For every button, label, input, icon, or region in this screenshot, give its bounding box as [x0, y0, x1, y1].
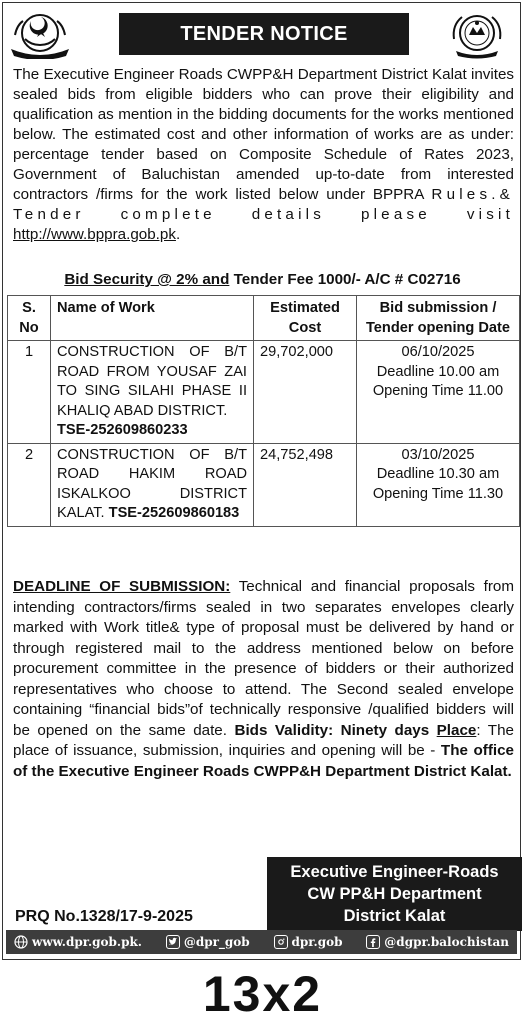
intro-paragraph — [13, 65, 514, 245]
bid-date: 06/10/2025 — [401, 344, 475, 360]
website-link[interactable] — [14, 935, 142, 949]
work-description: CONSTRUCTION OF B/T ROAD HAKIM ROAD ISKALKOO DISTRICT KALAT. — [57, 446, 247, 521]
notice-title: TENDER NOTICE — [119, 13, 409, 55]
bid-security: Bid Security @ 2% and — [64, 271, 230, 288]
department-seal-logo — [446, 9, 508, 59]
bid-security-line — [3, 271, 522, 288]
facebook-icon — [366, 935, 380, 949]
social-footer — [6, 930, 517, 954]
tender-fee: Tender Fee 1000/- A/C # C02716 — [233, 271, 461, 288]
bid-date: 03/10/2025 — [401, 446, 475, 463]
bid-deadline: Deadline 10.00 am — [376, 363, 500, 380]
row-sno: 1 — [8, 341, 51, 444]
signature-line-2: CW PP&H Department — [307, 885, 482, 903]
header-name-of-work: Name of Work — [51, 296, 254, 341]
ad-size-label: 13x2 — [202, 966, 323, 1022]
office-address: The office of the Executive Engineer Roads CWPP&H Department District Kalat. — [13, 742, 514, 780]
deadline-body: Technical and financial proposals from intending contractors/firms sealed in two separates envelopes clearly marked with Work title& type of proposal must be delivered by hand or through registered mail to the address mentioned below on before procurement committee in the presence of bidders or their authorized representatives who choose to attend. The Second sealed envelope containing “financial bids”of technically responsive /qualified bidders will be opened on the same date. — [13, 578, 514, 739]
header-sno: S. No — [8, 296, 51, 341]
globe-icon — [14, 935, 28, 949]
instagram-icon — [274, 935, 288, 949]
bppra-link[interactable]: http://www.bppra.gob.pk — [13, 226, 176, 243]
intro-link-suffix: . — [175, 226, 181, 243]
twitter-link[interactable] — [166, 935, 250, 949]
signature-line-1: Executive Engineer-Roads — [290, 863, 499, 881]
works-table — [7, 295, 520, 527]
row-bid-date — [357, 341, 520, 444]
tse-number: TSE-252609860233 — [57, 422, 188, 438]
government-emblem-logo — [9, 9, 71, 59]
row-work-name — [51, 443, 254, 526]
deadline-heading: DEADLINE OF SUBMISSION: — [13, 578, 231, 595]
header-estimated-cost: Estimated Cost — [254, 296, 357, 341]
signature-line-3: District Kalat — [343, 907, 446, 925]
bids-validity: Bids Validity: Ninety days — [234, 721, 430, 739]
table-header-row — [8, 296, 520, 341]
intro-text: The Executive Engineer Roads CWPP&H Department District Kalat invites sealed bids from eligible bidders who can prove their eligibility and qualification as mention in the bidding documents for the works mentioned below. The estimated cost and other information of works are as under: percentage tender based on Composite Schedule of Rates 2023, Government of Baluchistan amended up-to-date from interested contractors /firms for the work listed below under BPPRA — [13, 66, 514, 203]
notice-frame — [2, 2, 521, 960]
signature-block — [267, 857, 522, 931]
row-sno: 2 — [8, 443, 51, 526]
place-body: : The place of issuance, submission, inquiries and opening will be - — [13, 721, 514, 759]
place-label: Place — [436, 721, 477, 739]
row-estimated-cost: 29,702,000 — [254, 341, 357, 444]
twitter-icon — [166, 935, 180, 949]
bid-opening-time: Opening Time 11.30 — [372, 485, 504, 502]
instagram-link[interactable] — [274, 935, 343, 949]
facebook-handle: @dgpr.balochistan — [384, 935, 509, 949]
row-bid-date — [357, 443, 520, 526]
table-row — [8, 443, 520, 526]
bid-deadline: Deadline 10.30 am — [376, 466, 500, 482]
header-bid-submission: Bid submission / Tender opening Date — [357, 296, 520, 341]
facebook-link[interactable] — [366, 935, 509, 949]
website-text: www.dpr.gob.pk. — [32, 935, 142, 949]
table-row — [8, 341, 520, 444]
row-estimated-cost: 24,752,498 — [254, 443, 357, 526]
notice-header — [3, 3, 522, 63]
twitter-handle: @dpr_gob — [183, 935, 250, 949]
row-work-name — [51, 341, 254, 444]
instagram-handle: dpr.gob — [291, 935, 343, 949]
work-description: CONSTRUCTION OF B/T ROAD FROM YOUSAF ZAI TO SING SILAHI PHASE II KHALIQ ABAD DISTRICT. — [57, 344, 247, 419]
deadline-paragraph — [13, 577, 514, 782]
prq-number: PRQ No.1328/17-9-2025 — [15, 908, 193, 925]
intro-text-spaced: Rules.& Tender complete details please visit — [13, 186, 514, 223]
tse-number: TSE-252609860183 — [108, 505, 240, 521]
bid-opening-time: Opening Time 11.00 — [372, 383, 504, 399]
